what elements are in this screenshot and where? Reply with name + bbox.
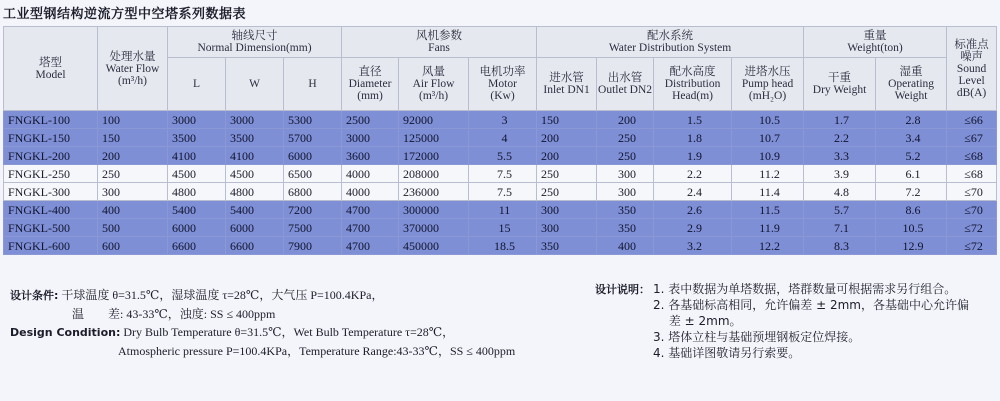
cell-motor: 11 [469, 201, 537, 219]
cell-flow: 250 [98, 165, 168, 183]
cell-model: FNGKL-100 [4, 111, 98, 129]
table-row [4, 165, 997, 183]
cell-sound: ≤70 [947, 201, 997, 219]
cell-flow: 500 [98, 219, 168, 237]
design-en-label: Design Condition: [10, 326, 121, 339]
design-cn-line2: 43-33℃，浊度: SS ≤ 400ppm [126, 307, 276, 321]
design-note-item: 4. 基础详图敬请另行索要。 [653, 346, 801, 360]
cell-motor: 4 [469, 129, 537, 147]
cell-dia: 2500 [342, 111, 399, 129]
cell-dia: 4700 [342, 237, 399, 255]
header-dimension-group: 轴线尺寸 Normal Dimension(mm) [168, 27, 342, 58]
header-h: H [284, 58, 342, 111]
header-w: W [226, 58, 284, 111]
design-cn-line2-label: 温 差: [72, 307, 124, 321]
cell-oper: 5.2 [876, 147, 947, 165]
table-row [4, 219, 997, 237]
cell-inlet: 300 [537, 219, 597, 237]
cell-air: 172000 [399, 147, 469, 165]
cell-dia: 4000 [342, 165, 399, 183]
spec-table [3, 26, 997, 255]
cell-dry: 5.7 [804, 201, 876, 219]
header-fans-group: 风机参数 Fans [342, 27, 537, 58]
cell-W: 4800 [226, 183, 284, 201]
design-note-item: 3. 塔体立柱与基础预埋钢板定位焊接。 [653, 330, 861, 344]
cell-inlet: 200 [537, 147, 597, 165]
cell-dry: 3.9 [804, 165, 876, 183]
cell-oper: 3.4 [876, 129, 947, 147]
cell-outlet: 300 [597, 165, 654, 183]
cell-flow: 300 [98, 183, 168, 201]
cell-dry: 2.2 [804, 129, 876, 147]
header-model: 塔型 Model [4, 27, 98, 111]
cell-W: 6000 [226, 219, 284, 237]
cell-outlet: 350 [597, 219, 654, 237]
cell-model: FNGKL-200 [4, 147, 98, 165]
cell-H: 5700 [284, 129, 342, 147]
table-row [4, 183, 997, 201]
design-cn-label: 设计条件: [10, 289, 59, 302]
cell-inlet: 250 [537, 165, 597, 183]
cell-air: 236000 [399, 183, 469, 201]
cell-flow: 600 [98, 237, 168, 255]
cell-motor: 15 [469, 219, 537, 237]
cell-head: 2.2 [654, 165, 732, 183]
cell-head: 2.6 [654, 201, 732, 219]
cell-model: FNGKL-150 [4, 129, 98, 147]
cell-L: 3000 [168, 111, 226, 129]
design-note-item: 差 ± 2mm。 [653, 314, 742, 328]
header-diameter: 直径 Diameter (mm) [342, 58, 399, 111]
cell-H: 7200 [284, 201, 342, 219]
cell-air: 300000 [399, 201, 469, 219]
cell-model: FNGKL-500 [4, 219, 98, 237]
header-sound-level: 标准点 噪声 Sound Level dB(A) [947, 27, 997, 111]
header-dry-weight: 干重 Dry Weight [804, 58, 876, 111]
cell-sound: ≤72 [947, 237, 997, 255]
cell-outlet: 250 [597, 129, 654, 147]
cell-flow: 200 [98, 147, 168, 165]
cell-oper: 2.8 [876, 111, 947, 129]
cell-air: 125000 [399, 129, 469, 147]
cell-sound: ≤66 [947, 111, 997, 129]
cell-W: 6600 [226, 237, 284, 255]
cell-oper: 6.1 [876, 165, 947, 183]
header-operating-weight: 湿重 Operating Weight [876, 58, 947, 111]
design-cn-line2-row [10, 305, 570, 323]
table-row [4, 129, 997, 147]
cell-dia: 3600 [342, 147, 399, 165]
cell-head: 2.9 [654, 219, 732, 237]
cell-W: 5400 [226, 201, 284, 219]
cell-motor: 7.5 [469, 183, 537, 201]
table-row [4, 201, 997, 219]
cell-L: 4100 [168, 147, 226, 165]
cell-air: 208000 [399, 165, 469, 183]
header-l: L [168, 58, 226, 111]
design-notes-list [653, 282, 988, 362]
cell-head: 1.8 [654, 129, 732, 147]
cell-dry: 3.3 [804, 147, 876, 165]
cell-model: FNGKL-300 [4, 183, 98, 201]
cell-head: 2.4 [654, 183, 732, 201]
header-water-flow: 处理水量 Water Flow (m³/h) [98, 27, 168, 111]
cell-pump: 11.9 [732, 219, 804, 237]
cell-dia: 4700 [342, 201, 399, 219]
table-row [4, 111, 997, 129]
cell-oper: 12.9 [876, 237, 947, 255]
cell-L: 5400 [168, 201, 226, 219]
header-inlet: 进水管 Inlet DN1 [537, 58, 597, 111]
cell-air: 370000 [399, 219, 469, 237]
cell-W: 4500 [226, 165, 284, 183]
cell-sound: ≤68 [947, 147, 997, 165]
header-weight-group: 重量 Weight(ton) [804, 27, 947, 58]
cell-head: 3.2 [654, 237, 732, 255]
header-air-flow: 风量 Air Flow (m³/h) [399, 58, 469, 111]
cell-H: 7500 [284, 219, 342, 237]
cell-inlet: 250 [537, 183, 597, 201]
cell-H: 7900 [284, 237, 342, 255]
cell-inlet: 150 [537, 111, 597, 129]
cell-W: 3500 [226, 129, 284, 147]
header-water-distribution-group: 配水系统 Water Distribution System [537, 27, 804, 58]
cell-oper: 7.2 [876, 183, 947, 201]
cell-oper: 8.6 [876, 201, 947, 219]
cell-L: 6600 [168, 237, 226, 255]
page-title: 工业型钢结构逆流方型中空塔系列数据表 [3, 7, 247, 22]
cell-air: 92000 [399, 111, 469, 129]
table-row [4, 147, 997, 165]
table-row [4, 237, 997, 255]
cell-dry: 7.1 [804, 219, 876, 237]
cell-W: 3000 [226, 111, 284, 129]
cell-outlet: 350 [597, 201, 654, 219]
cell-model: FNGKL-600 [4, 237, 98, 255]
cell-outlet: 300 [597, 183, 654, 201]
cell-dia: 4000 [342, 183, 399, 201]
cell-motor: 5.5 [469, 147, 537, 165]
cell-pump: 11.4 [732, 183, 804, 201]
cell-dia: 4700 [342, 219, 399, 237]
cell-L: 6000 [168, 219, 226, 237]
cell-L: 4800 [168, 183, 226, 201]
cell-inlet: 200 [537, 129, 597, 147]
design-en-line1: Dry Bulb Temperature θ=31.5℃，Wet Bulb Temperature τ=28℃， [123, 325, 455, 339]
cell-L: 3500 [168, 129, 226, 147]
spec-table-body [4, 111, 997, 255]
cell-pump: 10.5 [732, 111, 804, 129]
cell-motor: 18.5 [469, 237, 537, 255]
cell-model: FNGKL-400 [4, 201, 98, 219]
cell-outlet: 400 [597, 237, 654, 255]
cell-motor: 3 [469, 111, 537, 129]
cell-pump: 10.9 [732, 147, 804, 165]
cell-outlet: 200 [597, 111, 654, 129]
cell-sound: ≤67 [947, 129, 997, 147]
cell-pump: 11.2 [732, 165, 804, 183]
header-pump-head: 进塔水压 Pump head (mH₂O) [732, 58, 804, 111]
cell-air: 450000 [399, 237, 469, 255]
cell-flow: 400 [98, 201, 168, 219]
cell-H: 6800 [284, 183, 342, 201]
design-conditions [10, 286, 570, 360]
cell-flow: 100 [98, 111, 168, 129]
design-notes-label: 设计说明： [595, 283, 650, 296]
cell-model: FNGKL-250 [4, 165, 98, 183]
cell-head: 1.9 [654, 147, 732, 165]
design-cn-line1-row [10, 286, 570, 305]
cell-pump: 11.5 [732, 201, 804, 219]
header-outlet: 出水管 Outlet DN2 [597, 58, 654, 111]
design-cn-line1: 干球温度 θ=31.5℃，湿球温度 τ=28℃，大气压 P=100.4KPa， [61, 288, 384, 302]
cell-dry: 4.8 [804, 183, 876, 201]
cell-sound: ≤70 [947, 183, 997, 201]
design-en-line2-row [10, 342, 570, 360]
cell-sound: ≤68 [947, 165, 997, 183]
cell-H: 5300 [284, 111, 342, 129]
design-note-item: 2. 各基础标高相同，允许偏差 ± 2mm，各基础中心允许偏 [653, 298, 969, 312]
cell-inlet: 350 [537, 237, 597, 255]
cell-H: 6000 [284, 147, 342, 165]
cell-W: 4100 [226, 147, 284, 165]
cell-pump: 12.2 [732, 237, 804, 255]
design-notes [595, 282, 995, 362]
cell-dry: 8.3 [804, 237, 876, 255]
cell-head: 1.5 [654, 111, 732, 129]
cell-pump: 10.7 [732, 129, 804, 147]
cell-inlet: 300 [537, 201, 597, 219]
design-note-item: 1. 表中数据为单塔数据，塔群数量可根据需求另行组合。 [653, 282, 957, 296]
cell-L: 4500 [168, 165, 226, 183]
cell-sound: ≤72 [947, 219, 997, 237]
design-en-line2: Atmospheric pressure P=100.4KPa，Temperature Range:43-33℃，SS ≤ 400ppm [118, 344, 516, 358]
cell-outlet: 250 [597, 147, 654, 165]
header-distribution-head: 配水高度 Distribution Head(m) [654, 58, 732, 111]
cell-dry: 1.7 [804, 111, 876, 129]
cell-motor: 7.5 [469, 165, 537, 183]
design-en-line1-row [10, 323, 570, 342]
cell-dia: 3000 [342, 129, 399, 147]
cell-oper: 10.5 [876, 219, 947, 237]
header-motor: 电机功率 Motor (Kw) [469, 58, 537, 111]
cell-H: 6500 [284, 165, 342, 183]
cell-flow: 150 [98, 129, 168, 147]
